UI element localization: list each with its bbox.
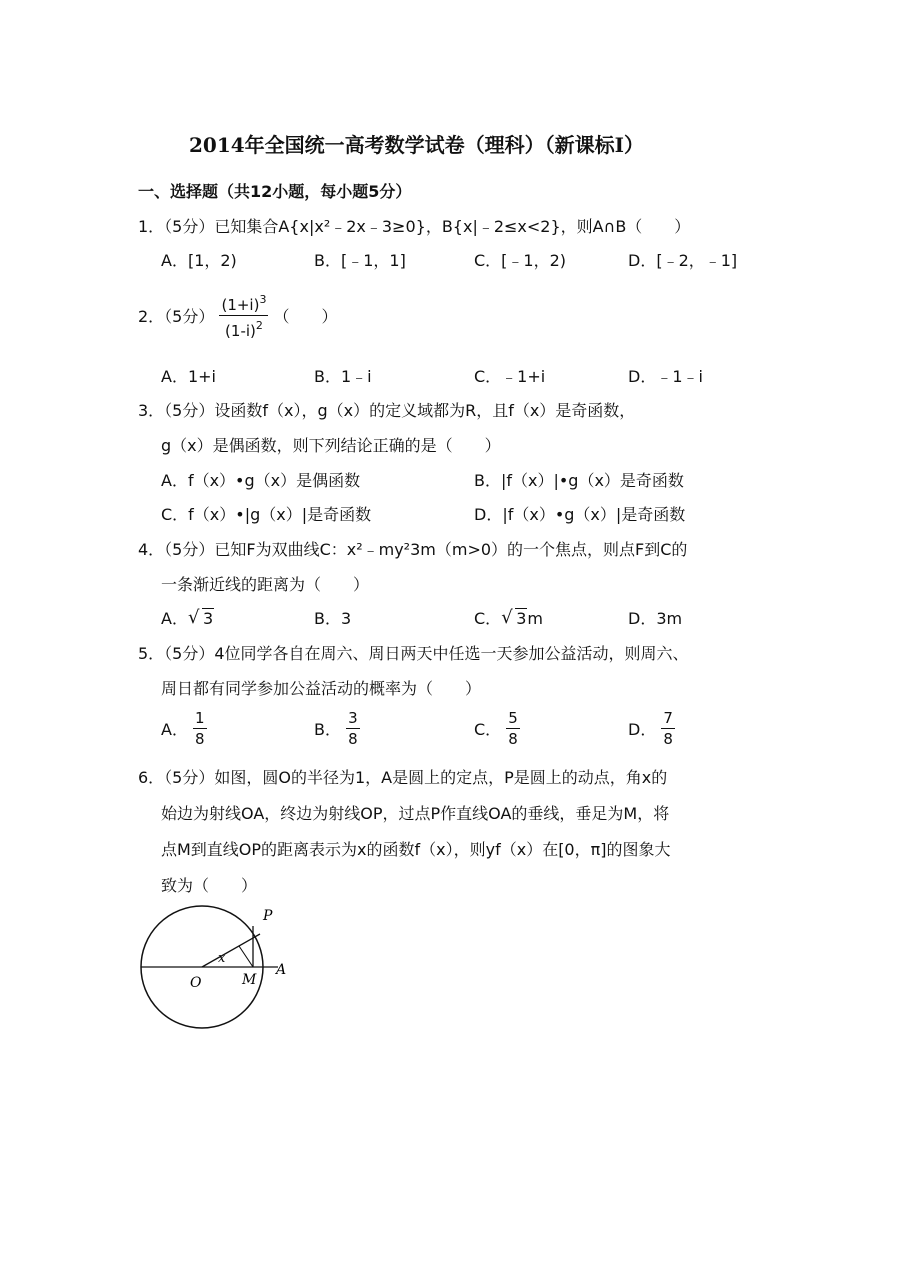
- q3-option-c: C．f（x）•|g（x）|是奇函数: [161, 505, 372, 524]
- q4-option-a-label: A．: [161, 609, 188, 628]
- q2-option-d: D．﹣1﹣i: [628, 367, 703, 386]
- sqrt-symbol: √ 3: [501, 607, 527, 628]
- q2-stem: [138, 290, 338, 341]
- q4-option-c: [474, 606, 543, 629]
- q5-stem-line1: 5．（5分）4位同学各自在周六、周日两天中任选一天参加公益活动，则周六、: [138, 644, 689, 663]
- q4-option-c-tail: m: [527, 609, 543, 628]
- q6-stem-line1: 6．（5分）如图，圆O的半径为1，A是圆上的定点，P是圆上的动点，角x的: [138, 768, 668, 787]
- q5-stem-line2: 周日都有同学参加公益活动的概率为（ ）: [161, 679, 482, 698]
- q5-option-a: [161, 708, 207, 749]
- label-O: O: [190, 975, 202, 991]
- section-heading: 一、选择题（共12小题，每小题5分）: [138, 182, 412, 201]
- label-P: P: [263, 908, 273, 924]
- q2-fraction: [219, 290, 268, 341]
- q5-option-b-label: B．: [314, 720, 341, 739]
- q1-option-c: C．[﹣1，2): [474, 251, 567, 270]
- q6-stem-line2: 始边为射线OA，终边为射线OP，过点P作直线OA的垂线，垂足为M，将: [161, 804, 670, 823]
- numerator: 5: [508, 709, 518, 727]
- q4-option-c-radicand: 3: [516, 609, 527, 628]
- q5-option-c-label: C．: [474, 720, 502, 739]
- q5-option-d-label: D．: [628, 720, 657, 739]
- q4-option-b: B．3: [314, 609, 352, 628]
- numerator: 3: [348, 709, 358, 727]
- q2-prefix: 2．（5分）: [138, 307, 215, 326]
- q5-option-b: [314, 708, 360, 749]
- q1-option-b: B．[﹣1，1]: [314, 251, 406, 270]
- numerator: 7: [663, 709, 673, 727]
- q5-option-d: [628, 708, 675, 749]
- q6-circle-figure: [135, 902, 300, 1034]
- q4-option-c-label: C．: [474, 609, 502, 628]
- q3-option-a: A．f（x）•g（x）是偶函数: [161, 471, 361, 490]
- q2-numerator: (1+i): [221, 296, 260, 314]
- q5-option-b-fraction: [346, 708, 360, 749]
- q5-option-c: [474, 708, 520, 749]
- denominator: 8: [508, 730, 518, 748]
- q2-option-b: B．1﹣i: [314, 367, 372, 386]
- denominator: 8: [195, 730, 205, 748]
- q5-option-d-fraction: [661, 708, 675, 749]
- page-title: 2014年全国统一高考数学试卷（理科）（新课标Ⅰ）: [189, 133, 645, 157]
- q2-option-a: A．1+i: [161, 367, 216, 386]
- q4-stem-line1: 4．（5分）已知F为双曲线C：x²﹣my²3m（m>0）的一个焦点，则点F到C的: [138, 540, 688, 559]
- q2-denominator-exponent: 2: [255, 319, 263, 332]
- q4-option-a-radicand: 3: [202, 609, 214, 628]
- label-A: A: [276, 962, 287, 978]
- label-M: M: [242, 972, 257, 988]
- q5-option-a-fraction: [193, 708, 207, 749]
- q1-stem: 1．（5分）已知集合A{x|x²﹣2x﹣3≥0}，B{x|﹣2≤x<2}，则A∩B（ ）: [138, 217, 691, 236]
- q2-denominator: (1-i): [225, 322, 256, 340]
- denominator: 8: [663, 730, 673, 748]
- q5-option-a-label: A．: [161, 720, 188, 739]
- q5-option-c-fraction: [506, 708, 520, 749]
- q2-option-c: C．﹣1+i: [474, 367, 546, 386]
- q4-stem-line2: 一条渐近线的距离为（ ）: [161, 575, 370, 594]
- q6-stem-line3: 点M到直线OP的距离表示为x的函数f（x），则yf（x）在[0，π]的图象大: [161, 840, 671, 859]
- q1-option-d: D．[﹣2，﹣1]: [628, 251, 738, 270]
- q4-option-d: D．3m: [628, 609, 683, 628]
- denominator: 8: [348, 730, 358, 748]
- q3-option-d: D．|f（x）•g（x）|是奇函数: [474, 505, 686, 524]
- sqrt-symbol: √ 3: [187, 607, 214, 628]
- q3-option-b: B．|f（x）|•g（x）是奇函数: [474, 471, 684, 490]
- q2-numerator-exponent: 3: [259, 293, 267, 306]
- line-OP: [202, 934, 260, 967]
- q4-option-a: [161, 606, 214, 629]
- label-x: x: [218, 951, 226, 966]
- q3-stem-line2: g（x）是偶函数，则下列结论正确的是（ ）: [161, 436, 501, 455]
- q6-stem-line4: 致为（ ）: [161, 876, 258, 895]
- q3-stem-line1: 3．（5分）设函数f（x），g（x）的定义域都为R，且f（x）是奇函数，: [138, 401, 636, 420]
- line-M-to-OP: [239, 946, 253, 967]
- q2-suffix: （ ）: [273, 307, 338, 326]
- numerator: 1: [195, 709, 205, 727]
- q1-option-a: A．[1，2): [161, 251, 237, 270]
